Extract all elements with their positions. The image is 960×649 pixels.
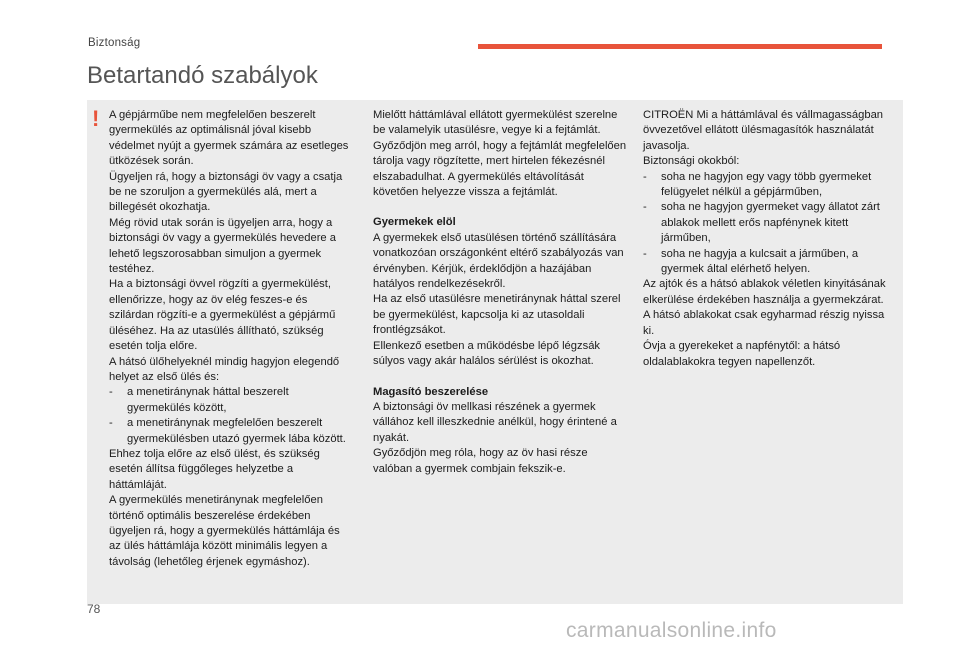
spacer bbox=[373, 200, 627, 215]
subheading-booster: Magasító beszerelése bbox=[373, 385, 489, 398]
paragraph: Ha az első utasülésre menetiránynak háttal szerel be gyermekülést, kapcsolja ki az utasoldali frontlégzsákot. bbox=[373, 293, 621, 337]
list-item: - a menetiránynak megfelelően beszerelt gyermekülésben utazó gyermek lába között. bbox=[109, 417, 346, 445]
paragraph: A gépjárműbe nem megfelelően beszerelt gyermekülés az optimálisnál jóval kisebb védelmet nyújt a gyermek számára az esetleges ütközések során. bbox=[109, 109, 349, 168]
paragraph: A hátsó ablakokat csak egyharmad részig nyissa ki. bbox=[643, 309, 885, 337]
dash: - bbox=[109, 386, 113, 399]
section-label: Biztonság bbox=[88, 37, 141, 49]
paragraph: CITROËN Mi a háttámlával és vállmagasságban övvezetővel ellátott ülésmagasítók használatát javasolja. bbox=[643, 109, 884, 152]
paragraph: Az ajtók és a hátsó ablakok véletlen kinyitásának elkerülése érdekében használja a gyermekzárat. bbox=[643, 278, 886, 306]
exclamation-icon: ! bbox=[92, 106, 100, 131]
paragraph: A biztonsági öv mellkasi részének a gyermek vállához kell illeszkednie anélkül, hogy érintené a nyakát. bbox=[373, 400, 617, 444]
dash: - bbox=[109, 417, 113, 430]
paragraph: A gyermekülés menetiránynak megfelelően történő optimális beszerelése érdekében ügyeljen rá, hogy a gyermekülés háttámlája és az ülés háttámlája között minimális legyen a távolság (lehetőleg érjenek egymáshoz). bbox=[109, 494, 340, 568]
list-item: - soha ne hagyjon gyermeket vagy állatot zárt ablakok mellett erős napfénynek kitett járműben, bbox=[643, 201, 880, 245]
paragraph: Biztonsági okokból: bbox=[643, 155, 740, 168]
list-item: - soha ne hagyja a kulcsait a járműben, a gyermek által elérhető helyen. bbox=[643, 247, 859, 276]
paragraph: Ehhez tolja előre az első ülést, és szükség esetén állítsa függőleges helyzetbe a háttámláját. bbox=[109, 447, 320, 491]
paragraph: Győződjön meg arról, hogy a fejtámlát megfelelően tárolja vagy rögzítette, mert hirtelen fékezésnél elszabadulhat. A gyermekülés eltávolítását követően helyezze vissza a fejtámlát. bbox=[373, 139, 627, 199]
dash: - bbox=[643, 201, 647, 214]
paragraph: Még rövid utak során is ügyeljen arra, hogy a biztonsági öv vagy a gyermekülés hevedere a lehető legszorosabban simuljon a gyermek testéhez. bbox=[109, 216, 336, 276]
paragraph: A hátsó ülőhelyeknél mindig hagyjon elegendő helyet az első ülés és: bbox=[109, 355, 340, 383]
bullet-list bbox=[643, 170, 889, 278]
list-item: - a menetiránynak háttal beszerelt gyermekülés között, bbox=[109, 386, 289, 414]
page-number: 78 bbox=[87, 602, 101, 616]
column-1 bbox=[109, 108, 353, 570]
column-3 bbox=[643, 108, 889, 370]
paragraph: Győződjön meg róla, hogy az öv hasi része valóban a gyermek combjain fekszik-e. bbox=[373, 447, 588, 475]
watermark: carmanualsonline.info bbox=[566, 619, 777, 642]
paragraph: Ellenkező esetben a működésbe lépő légzsák súlyos vagy akár halálos sérülést is okozhat. bbox=[373, 339, 601, 368]
page-title: Betartandó szabályok bbox=[87, 62, 318, 89]
dash: - bbox=[643, 247, 647, 260]
paragraph: Ha a biztonsági övvel rögzíti a gyermekülést, ellenőrizze, hogy az öv elég feszes-e és szilárdan rögzíti-e a gyermekülést a gépjármű üléséhez. Ha az utasülés állítható, szükség esetén tolja előre. bbox=[109, 278, 336, 353]
spacer bbox=[373, 370, 627, 385]
dash: - bbox=[643, 170, 647, 183]
paragraph: Mielőtt háttámlával ellátott gyermekülést szerelne be valamelyik utasülésre, vegye ki a fejtámlát. bbox=[373, 109, 618, 137]
paragraph: Óvja a gyerekeket a napfénytől: a hátsó oldalablakokra tegyen napellenzőt. bbox=[643, 340, 841, 368]
column-2 bbox=[373, 108, 627, 477]
paragraph: A gyermekek első utasülésen történő szállítására vonatkozóan országonként eltérő szabályozás van érvényben. Kérjük, érdeklődjön a hazájában hatályos rendelkezésekről. bbox=[373, 231, 624, 291]
list-item: - soha ne hagyjon egy vagy több gyermeket felügyelet nélkül a gépjárműben, bbox=[643, 170, 872, 199]
subheading-children-front: Gyermekek elöl bbox=[373, 216, 456, 229]
paragraph: Ügyeljen rá, hogy a biztonsági öv vagy a csatja be ne szoruljon a gyermekülés alá, mert a billegését okozhatja. bbox=[109, 170, 343, 214]
accent-bar bbox=[478, 44, 882, 49]
bullet-list bbox=[109, 385, 353, 447]
